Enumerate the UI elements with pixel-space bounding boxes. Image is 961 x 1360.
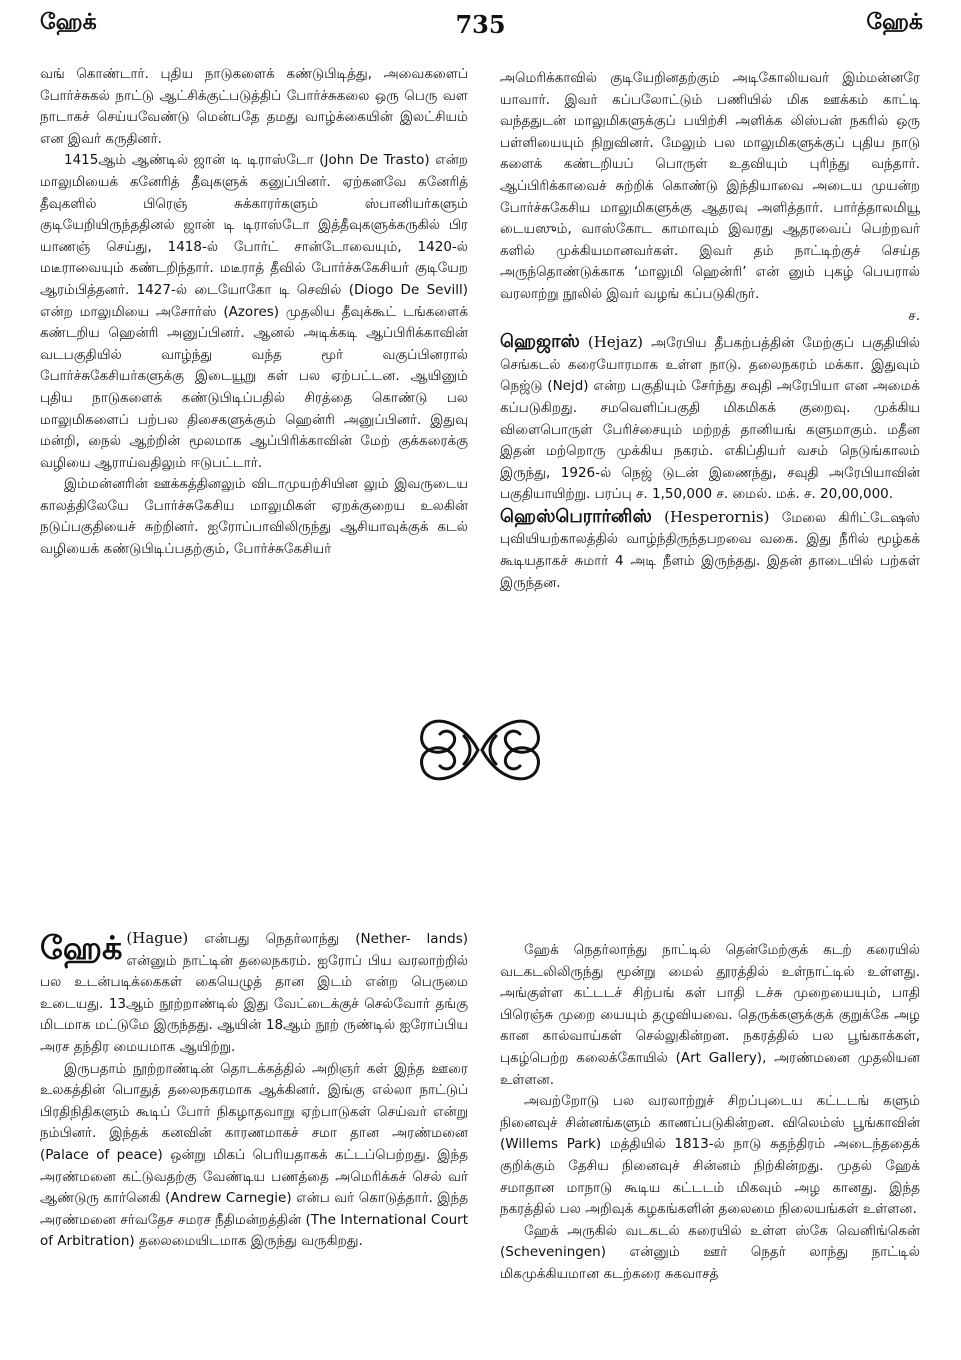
column-top-right: [500, 68, 920, 594]
entry-hejaz: [500, 331, 920, 506]
entry-headword: ஹேக்: [40, 929, 123, 967]
ornament-divider-icon: [412, 706, 548, 794]
entry-hesperornis: [500, 506, 920, 594]
running-header-right: ஹேக்: [866, 10, 923, 35]
paragraph: அமெரிக்காவில் குடியேறினதற்கும் அடிகோலியவர் இம்மன்னரே யாவார். இவர் கப்பலோட்டும் பணியில் மிக ஊக்கம் காட்டி வந்ததுடன் மாலுமிகளுக்குப் பயிற்சி அளிக்க லிஸ்பன் நகரில் ஒரு பள்ளியையும் நிறுவினர். மேலும் பல மாலுமிகளுக்குப் புதிய நாடு களைக் கண்டறியப் பொருள் உதவியும் புரிந்து வந்தார். ஆப்பிரிக்காவைச் சுற்றிக் கொண்டு இந்தியாவை அடைய முயன்ற போர்ச்சுகேசிய மாலுமிகளுக்கு ஆதரவு அளித்தார். பார்த்தாலமியூ டையஸும், வாஸ்கோட காமாவும் இவரது ஆதரவைப் பெற்றவர் களில் முக்கியமானவர்கள். இவர் தம் நாட்டிற்குச் செய்த அருந்தொண்டுக்காக ‘மாலுமி ஹென்ரி’ என் னும் புகழ் பெயரால் வரலாற்று நூலில் இவர் வழங் கப்படுகிருர்.: [500, 70, 920, 302]
entry-latin-name: (Hague): [126, 929, 189, 947]
author-initial: ச.: [908, 307, 920, 324]
column-bottom-left: [40, 928, 468, 1253]
column-top-left: [40, 64, 468, 561]
entry-latin-name: (Hejaz): [587, 333, 644, 352]
paragraph: ஹேக் அருகில் வடகடல் கரையில் உள்ள ஸ்கே வெனிங்கென் (Scheveningen) என்னும் ஊர் நெதர் லாந்து நாட்டில் மிகமுக்கியமான கடற்கரை சுகவாசத்: [500, 1222, 920, 1282]
entry-latin-name: (Hesperornis): [664, 507, 770, 526]
paragraph: ஹேக் நெதர்லாந்து நாட்டில் தென்மேற்குக் கடற் கரையில் வடகடலிலிருந்து மூன்று மைல் தூரத்தில் உள்நாட்டில் உள்ளது. அங்குள்ள கட்டடச் சிற்பங் கள் பாதி டச்சு முறையையும், பாதி பிரெஞ்சு முறை யையும் தழுவியவை. தெருக்களுக்குக் குறுக்கே அழ கான கால்வாய்கள் செல்லுகின்றன. நகரத்தில் பல பூங்காக்கள், புகழ்பெற்ற கலைக்கோயில் (Art Gallery), அரண்மனை முதலியன உள்ளன.: [500, 942, 920, 1088]
entry-hague: [40, 928, 468, 1059]
entry-headword: ஹெஸ்பெரார்னிஸ்: [500, 505, 652, 527]
running-header-left: ஹேக்: [40, 10, 97, 35]
paragraph: அவற்றோடு பல வரலாற்றுச் சிறப்புடைய கட்டடங் களும் நினைவுச் சின்னங்களும் காணப்படுகின்றன. விலெம்ஸ் பூங்காவின் (Willems Park) மத்தியில் 1813-ல் நாடு சுதந்திரம் அடைந்ததைக் குறிக்கும் தேசிய நினைவுச் சின்னம் நிற்கின்றது. முதல் ஹேக் சமாதான மாநாடு கூடிய கட்டடம் மிகவும் அழ கானது. இந்த நகரத்தில் பல அறிவுக் கழகங்களின் தலைமை நிலையங்கள் உள்ளன.: [500, 1093, 920, 1218]
paragraph: இம்மன்னரின் ஊக்கத்தினலும் விடாமுயற்சியின லும் இவருடைய காலத்திலேயே போர்ச்சுகேசிய மாலுமிகள் ஏறக்குறைய உலகின் நடுப்பகுதியைச் சுற்றினர். ஐரோப்பாவிலிருந்து ஆசியாவுக்குக் கடல் வழியைக் கண்டுபிடிப்பதற்கும், போர்ச்சுகேசியர்: [40, 476, 468, 558]
paragraph: 1415ஆம் ஆண்டில் ஜான் டி டிராஸ்டோ (John De Trasto) என்ற மாலுமியைக் கனேரித் தீவுகளுக் கனுப்பினர். ஏற்கனவே கனேரித் தீவுகளில் பிரெஞ் சுக்காரர்களும் ஸ்பானியர்களும் குடியேறியிருந்ததினல் ஜான் டி டிராஸ்டோ இத்தீவுகளுக்கருகில் பிர யாணஞ் செய்து, 1418-ல் போர்ட் சான்டோவையும், 1420-ல் மடீராவையும் கண்டறிந்தார். மடீராத் தீவில் போர்ச்சுகேசியர் குடியேற ஆரம்பித்தனர். 1427-ல் டையோகோ டி செவில் (Diogo De Sevill) என்ற மாலுமியை அசோர்ஸ் (Azores) முதலிய தீவுக்கூட் டங்களைக் கண்டறிய ஹென்ரி அனுப்பினர். ஆனல் அடிக்கடி ஆப்பிரிக்காவின் வடபகுதியில் வாழ்ந்து வந்த மூர் வகுப்பினரால் போர்ச்சுகேசியர்களுக்கு இடையூறு கள் பல ஏற்பட்டன. ஆயினும் புதிய நாடுகளைக் கண்டுபிடிப்பதில் சிரத்தை கொண்டு பல மாலுமிகளைப் பற்பல திசைகளுக்கும் ஹென்ரி அனுப்பினர். இதுவு மன்றி, நைல் ஆற்றின் மூலமாக ஆப்பிரிக்காவின் மேற் குக்கரைக்கு வழியை ஆராய்வதிலும் ஈடுபட்டார்.: [40, 152, 468, 471]
entry-body: மேலை கிரிட்டேஷஸ் புவியியற்காலத்தில் வாழ்ந்திருந்தபறவை வகை. இது நீரில் மூழ்கக் கூடியதாகச் சுமார் 4 அடி நீளம் இருந்தது. இதன் தாடையில் பற்கள் இருந்தன.: [500, 509, 920, 591]
entry-headword: ஹெஜாஸ்: [500, 331, 580, 353]
column-bottom-right: [500, 940, 920, 1286]
paragraph: இருபதாம் நூற்றாண்டின் தொடக்கத்தில் அறிஞர் கள் இந்த ஊரை உலகத்தின் பொதுத் தலைநகரமாக ஆக்கினர். இங்கு எல்லா நாட்டுப் பிரதிநிதிகளும் கூடிப் போர் நிகழாதவாறு ஏற்பாடுகள் செய்வர் என்று நம்பினர். இந்தக் கனவின் காரணமாகச் சமா தான அரண்மனை (Palace of peace) ஒன்று மிகப் பெரியதாகக் கட்டப்பெற்றது. இந்த அரண்மனை கட்டுவதற்கு வேண்டிய பணத்தை அமெரிக்கச் செல் வர் ஆண்டுரு கார்னெகி (Andrew Carnegie) என்ப வர் கொடுத்தார். இந்த அரண்மனை சர்வதேச சமரச நீதிமன்றத்தின் (The International Court of Arbitration) தலைமையிடமாக இருந்து வருகிறது.: [40, 1060, 468, 1250]
paragraph: வங் கொண்டார். புதிய நாடுகளைக் கண்டுபிடித்து, அவைகளைப் போர்ச்சுகல் நாட்டு ஆட்சிக்குட்படுத்திப் போர்ச்சுகலை ஒரு பெரு வள நாடாகச் செய்யவேண்டு மென்பதே தமது வாழ்க்கையின் இலட்சியம் என இவர் கருதினர்.: [40, 66, 468, 147]
page-number: 735: [455, 10, 506, 39]
entry-body: அரேபிய தீபகற்பத்தின் மேற்குப் பகுதியில் செங்கடல் கரையோரமாக உள்ள நாடு. தலைநகரம் மக்கா. இதுவும் நெஜ்டு (Nejd) என்ற பகுதியும் சேர்ந்து சவுதி அரேபியா என அமைக் கப்படுகிறது. சமவெளிப்பகுதி மிகமிகக் குறைவு. முக்கிய விளைபொருள் பேரிச்சையும் மற்றத் தானியங் களுமாகும். மதீன இதன் மற்றொரு முக்கிய நகரம். எகிப்தியர் வசம் நெடுங்காலம் இருந்து, 1926-ல் நெஜ் டுடன் இணைந்து, சவுதி அரேபியாவின் பகுதியாயிற்று. பரப்பு ச. 1,50,000 ச. மைல். மக். ச. 20,00,000.: [500, 335, 921, 503]
entry-body: என்பது நெதர்லாந்து (Nether- lands) என்னும் நாட்டின் தலைநகரம். ஐரோப் பிய வரலாற்றில் பல உடன்படிக்கைகள் கையெழுத் தான இடம் என்ற பெருமை உடையது. 13ஆம் நூற்றாண்டில் இது வேட்டைக்குச் செல்வோர் தங்கு மிடமாக மட்டுமே இருந்தது. ஆயின் 18ஆம் நூற் ருண்டில் ஐரோப்பிய அரச தந்திர மையமாக ஆயிற்று.: [40, 931, 468, 1055]
